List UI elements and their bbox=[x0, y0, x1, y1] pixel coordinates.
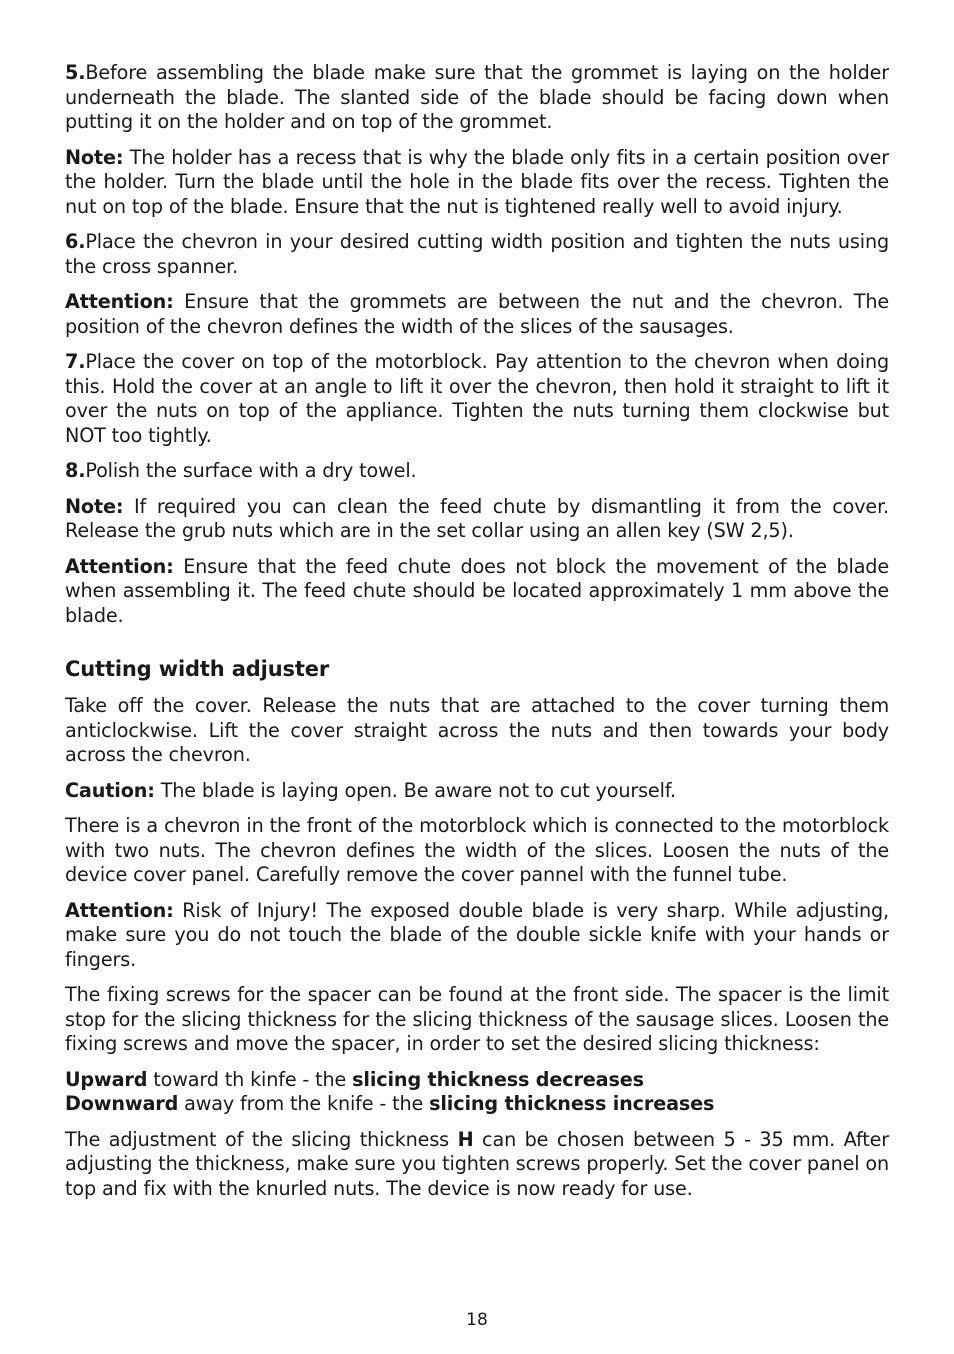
step-text: Place the chevron in your desired cutting width position and tighten the nuts using the cross spanner. bbox=[65, 230, 889, 278]
step-text: Polish the surface with a dry towel. bbox=[85, 459, 417, 482]
attention-label: Attention: bbox=[65, 290, 174, 313]
step-number: 8. bbox=[65, 459, 86, 482]
direction-result: slicing thickness decreases bbox=[352, 1067, 644, 1091]
note-text: If required you can clean the feed chute by dismantling it from the cover. Release the grub nuts which are in the set collar using an allen key (SW 2,5). bbox=[65, 494, 889, 542]
direction-result: slicing thickness increases bbox=[429, 1092, 715, 1115]
downward-instruction bbox=[65, 1092, 889, 1117]
attention-grommets bbox=[65, 290, 889, 339]
thickness-symbol: H bbox=[457, 1127, 474, 1151]
page-number: 18 bbox=[466, 1310, 488, 1330]
adjustment-text-start: The adjustment of the slicing thickness bbox=[65, 1127, 458, 1151]
step-number: 7. bbox=[65, 350, 86, 373]
step-text: Place the cover on top of the motorblock. Pay attention to the chevron when doing this. Hold the cover at an angle to lift it over the chevron, then hold it straight to lift it over the nuts on top of the appliance. Tighten the nuts turning them clockwise but NOT too tightly. bbox=[65, 350, 889, 447]
section-heading: Cutting width adjuster bbox=[65, 657, 330, 681]
paragraph-adjustment bbox=[65, 1128, 889, 1202]
step-7 bbox=[65, 350, 889, 448]
attention-label: Attention: bbox=[65, 898, 174, 922]
attention-text: Risk of Injury! The exposed double blade is very sharp. While adjusting, make sure you do not touch the blade of the double sickle knife with your hands or fingers. bbox=[65, 898, 889, 971]
step-number: 6. bbox=[65, 230, 86, 253]
caution-label: Caution: bbox=[65, 778, 155, 802]
step-8 bbox=[65, 459, 889, 484]
caution-blade-open bbox=[65, 779, 889, 804]
attention-feed-chute bbox=[65, 555, 889, 629]
attention-label: Attention: bbox=[65, 554, 174, 578]
step-6 bbox=[65, 230, 889, 279]
upward-instruction bbox=[65, 1068, 889, 1093]
direction-label: Upward bbox=[65, 1067, 148, 1091]
manual-page-content bbox=[65, 61, 889, 1212]
caution-text: The blade is laying open. Be aware not to cut yourself. bbox=[154, 778, 676, 802]
note-holder-recess bbox=[65, 146, 889, 220]
paragraph-spacer: The fixing screws for the spacer can be found at the front side. The spacer is the limit stop for the slicing thickness for the slicing thickness of the sausage slices. Loosen the fixing screws and move the spacer, in order to set the desired slicing thickness: bbox=[65, 983, 889, 1055]
direction-label: Downward bbox=[65, 1092, 179, 1115]
step-text: Before assembling the blade make sure that the grommet is laying on the holder underneath the blade. The slanted side of the blade should be facing down when putting it on the holder and on top of the grommet. bbox=[65, 61, 889, 133]
attention-text: Ensure that the grommets are between the nut and the chevron. The position of the chevron defines the width of the slices of the sausages. bbox=[65, 290, 889, 338]
attention-injury bbox=[65, 899, 889, 973]
note-feed-chute bbox=[65, 495, 889, 544]
attention-text: Ensure that the feed chute does not block the movement of the blade when assembling it. The feed chute should be located approximately 1 mm above the blade. bbox=[65, 554, 889, 627]
note-text: The holder has a recess that is why the blade only fits in a certain position over the holder. Turn the blade until the hole in the blade fits over the recess. Tighten the nut on top of the blade. Ensure that the nut is tightened really well to avoid injury. bbox=[65, 145, 889, 218]
note-label: Note: bbox=[65, 145, 124, 169]
paragraph-chevron: There is a chevron in the front of the motorblock which is connected to the motorblock with two nuts. The chevron defines the width of the slices. Loosen the nuts of the device cover panel. Carefully remove the cover pannel with the funnel tube. bbox=[65, 814, 889, 886]
step-5 bbox=[65, 61, 889, 135]
direction-text: away from the knife - the bbox=[178, 1092, 430, 1115]
paragraph-take-off-cover: Take off the cover. Release the nuts that are attached to the cover turning them anticlockwise. Lift the cover straight across the nuts and then towards your body across the chevron. bbox=[65, 694, 889, 766]
note-label: Note: bbox=[65, 494, 124, 518]
direction-text: toward th kinfe - the bbox=[147, 1067, 353, 1091]
adjustment-text-end: can be chosen between 5 - 35 mm. After adjusting the thickness, make sure you tighten screws properly. Set the cover panel on top and fix with the knurled nuts. The device is now ready for use. bbox=[65, 1127, 889, 1200]
step-number: 5. bbox=[65, 61, 86, 84]
